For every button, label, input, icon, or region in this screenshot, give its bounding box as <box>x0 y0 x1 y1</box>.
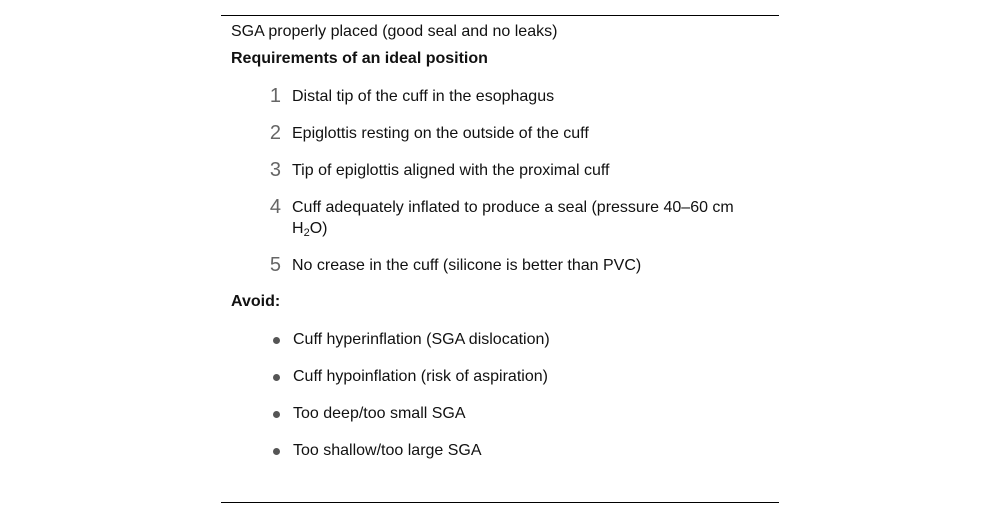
item-text: Epiglottis resting on the outside of the cuff <box>292 125 589 142</box>
item-number: 4 <box>269 196 281 218</box>
item-number: 1 <box>269 85 281 107</box>
item-text: Too shallow/too large SGA <box>293 442 482 459</box>
item-text <box>292 197 752 239</box>
item-text-tail: O) <box>309 220 328 237</box>
bullet-icon <box>273 411 280 418</box>
subscript-2: 2 <box>303 227 310 239</box>
requirements-heading: Requirements of an ideal position <box>231 50 488 67</box>
bullet-icon <box>273 337 280 344</box>
item-number: 3 <box>269 159 281 181</box>
bullet-icon <box>273 374 280 381</box>
item-number: 5 <box>269 254 281 276</box>
item-text: Tip of epiglottis aligned with the proximal cuff <box>292 162 610 179</box>
item-text-main: Cuff adequately inflated to produce a seal (pressure 40–60 cm H <box>292 199 734 237</box>
sga-placement-table <box>221 15 779 503</box>
avoid-heading: Avoid: <box>231 293 281 310</box>
item-text: Cuff hyperinflation (SGA dislocation) <box>293 331 550 348</box>
bullet-icon <box>273 448 280 455</box>
item-text: Too deep/too small SGA <box>293 405 466 422</box>
item-text: Cuff hypoinflation (risk of aspiration) <box>293 368 548 385</box>
item-text: No crease in the cuff (silicone is better than PVC) <box>292 257 642 274</box>
item-text: Distal tip of the cuff in the esophagus <box>292 88 555 105</box>
intro-text: SGA properly placed (good seal and no leaks) <box>231 23 558 40</box>
item-number: 2 <box>269 122 281 144</box>
